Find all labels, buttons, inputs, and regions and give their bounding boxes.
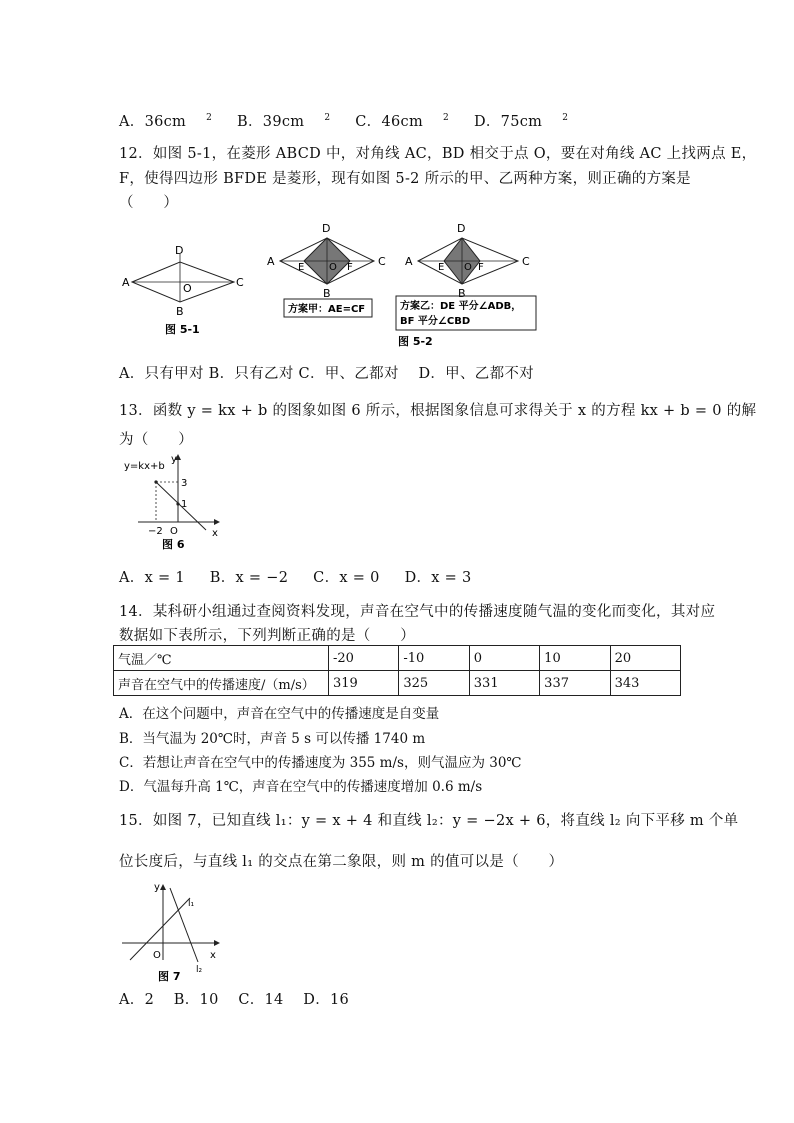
q12-stem-line3: （ ） — [119, 195, 179, 211]
q13-option-d: D．x = 3 — [404, 570, 472, 586]
table-cell: 20 — [610, 646, 680, 671]
fig5-2b-label-f: F — [478, 262, 484, 273]
fig5-1-label-b: B — [176, 305, 184, 318]
fig5-1-caption: 图 5-1 — [165, 323, 200, 336]
q14-option-a: A．在这个问题中，声音在空气中的传播速度是自变量 — [119, 706, 440, 722]
q11-options — [119, 110, 588, 131]
figure-7 — [118, 880, 228, 990]
fig5-2a-label-c: C — [378, 255, 386, 268]
table-cell: 331 — [469, 671, 539, 696]
q11-option-b: B．39cm $^2$ — [237, 113, 331, 130]
plan-a-text: 方案甲：AE=CF — [288, 304, 366, 315]
q15-stem-line2: 位长度后，与直线 l₁ 的交点在第二象限，则 m 的值可以是（ ） — [119, 854, 564, 870]
fig5-1-label-d: D — [175, 244, 184, 257]
fig5-2a-label-a: A — [267, 255, 275, 268]
q13-option-c: C．x = 0 — [313, 570, 380, 586]
q14-option-d: D．气温每升高 1℃，声音在空气中的传播速度增加 0.6 m/s — [119, 779, 483, 795]
fig6-tick-3: 3 — [181, 478, 188, 489]
table-row — [114, 671, 681, 696]
fig5-2a-label-b: B — [323, 287, 331, 300]
plan-b-text-line1: 方案乙：DE 平分∠ADB， — [400, 301, 522, 312]
fig5-2a-label-e: E — [298, 262, 305, 273]
table-cell: 气温／℃ — [114, 646, 329, 671]
table-cell: 337 — [540, 671, 610, 696]
fig5-2a-label-o: O — [329, 262, 337, 273]
fig5-2b-label-a: A — [405, 255, 413, 268]
fig5-2b-label-b: B — [458, 287, 466, 300]
fig7-origin: O — [153, 950, 161, 961]
q11-option-a: A．36cm $^2$ — [119, 113, 213, 130]
fig5-2b-label-e: E — [438, 262, 445, 273]
fig7-y-label: y — [154, 882, 160, 893]
q11-option-c: C．46cm $^2$ — [355, 113, 450, 130]
fig5-1-label-c: C — [236, 276, 244, 289]
fig5-2b-label-d: D — [457, 222, 466, 235]
fig5-2b-label-c: C — [522, 255, 530, 268]
fig7-l2-label: l₂ — [196, 965, 203, 975]
fig6-origin: O — [170, 526, 178, 537]
fig6-tick-m2: −2 — [148, 526, 163, 537]
fig7-l1-label: l₁ — [188, 899, 195, 909]
fig6-tick-1: 1 — [181, 499, 188, 510]
table-cell: -20 — [329, 646, 399, 671]
q15-options: A．2 B．10 C．14 D．16 — [119, 992, 350, 1008]
fig5-1-label-o: O — [183, 282, 192, 295]
q13-options — [119, 566, 492, 587]
q13-option-b: B．x = −2 — [209, 570, 289, 586]
fig6-x-label: x — [212, 528, 218, 539]
fig6-y-label: y — [171, 454, 177, 465]
fig5-2a-label-f: F — [347, 262, 353, 273]
fig6-func-label: y=kx+b — [124, 461, 165, 472]
q11-option-d: D．75cm $^2$ — [473, 113, 569, 130]
q13-stem-line2: 为（ ） — [119, 432, 193, 448]
figure-5-2 — [262, 216, 542, 350]
q12-stem-line2: F，使得四边形 BFDE 是菱形，现有如图 5-2 所示的甲、乙两种方案，则正确的方案是 — [119, 171, 691, 187]
table-cell: 0 — [469, 646, 539, 671]
q15-stem-line1: 15．如图 7，已知直线 l₁：y = x + 4 和直线 l₂：y = −2x + 6，将直线 l₂ 向下平移 m 个单 — [119, 813, 739, 829]
table-cell: 343 — [610, 671, 680, 696]
q13-stem-line1: 13．函数 y = kx + b 的图象如图 6 所示，根据图象信息可求得关于 x 的方程 kx + b = 0 的解 — [119, 403, 757, 419]
fig7-x-label: x — [210, 950, 216, 961]
table-cell: 325 — [399, 671, 469, 696]
q13-option-a: A．x = 1 — [119, 570, 185, 586]
q14-stem-line2: 数据如下表所示，下列判断正确的是（ ） — [119, 628, 415, 644]
table-row — [114, 646, 681, 671]
table-cell: 319 — [329, 671, 399, 696]
fig7-caption: 图 7 — [158, 970, 181, 983]
fig5-2b-label-o: O — [464, 262, 472, 273]
q14-option-b: B．当气温为 20℃时，声音 5 s 可以传播 1740 m — [119, 731, 426, 747]
q14-option-c: C．若想让声音在空气中的传播速度为 355 m/s，则气温应为 30℃ — [119, 755, 522, 771]
figure-5-1 — [115, 240, 245, 340]
figure-6 — [118, 452, 228, 552]
table-cell: 10 — [540, 646, 610, 671]
plan-b-text-line2: BF 平分∠CBD — [400, 316, 471, 327]
table-cell: -10 — [399, 646, 469, 671]
q14-stem-line1: 14．某科研小组通过查阅资料发现，声音在空气中的传播速度随气温的变化而变化，其对应 — [119, 604, 716, 620]
table-cell: 声音在空气中的传播速度/（m/s） — [114, 671, 329, 696]
fig6-caption: 图 6 — [162, 538, 185, 551]
fig5-1-label-a: A — [122, 276, 130, 289]
fig5-2a-label-d: D — [322, 222, 331, 235]
q12-stem-line1: 12．如图 5-1，在菱形 ABCD 中，对角线 AC，BD 相交于点 O，要在对角线 AC 上找两点 E， — [119, 146, 757, 162]
q12-options: A．只有甲对 B．只有乙对 C．甲、乙都对 D．甲、乙都不对 — [119, 366, 534, 382]
speed-table — [113, 645, 681, 696]
fig5-2-caption: 图 5-2 — [398, 335, 433, 348]
